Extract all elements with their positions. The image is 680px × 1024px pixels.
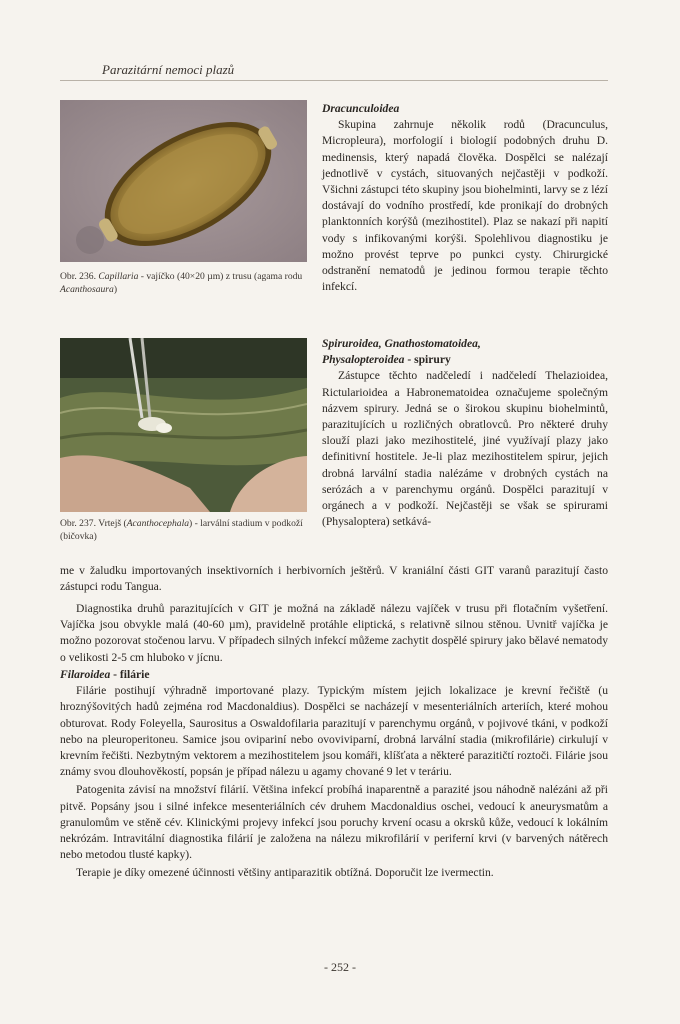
- capillaria-egg-photo: [60, 100, 307, 262]
- dracunculoidea-section: [322, 101, 608, 295]
- header-rule: [60, 80, 608, 81]
- page-number: - 252 -: [324, 960, 356, 974]
- filaroidea-paragraph-3: Terapie je díky omezené účinnosti většiny antiparazitik obtížná. Doporučit lze ivermectin.: [76, 866, 494, 880]
- figure-236-caption: Obr. 236. Capillaria - vajíčko (40×20 µm) z trusu (agama rodu Acanthosaura): [60, 271, 303, 295]
- filaroidea-heading: Filaroidea - filárie: [60, 668, 150, 681]
- filaroidea-paragraph-1: Filárie postihují výhradně importované plazy. Typickým místem jejich lokalizace je krevní řečiště (u hroznýšovitých hadů zejména rod Macdonaldius). Dospělci se nacházejí v mesenteriálních arteriích, které mohou obturovat. Rody Foleyella, Saurositus a Oswaldofilaria parazitují v parenchymu orgánů, v pojivové tkáni, v podkoží nebo na pleuroperitoneu. Samice jsou ovipariní nebo ovoviviparní, drobná larvální stadia (mikrofilárie) cirkulují v krevním řečišti. Nezbytným vektorem a mezihostitelem jsou komáři, klíšťata a některé parazitičtí roztoči. Filárie jsou známy svou dlouhověkostí, popsán je případ nálezu u agamy chované 9 let v teráriu.: [60, 684, 608, 779]
- diagnostics-text: Diagnostika druhů parazitujících v GIT je možná na základě nálezu vajíček v trusu při flotačním vyšetření. Vajíčka jsou obvykle malá (40-60 µm), pravidelně protáhle eliptická, s relativně silnou stěnou. Uvnitř vajíčka je možno pozorovat stočenou larvu. V případech silných infekcí můžeme zachytit dospělé spirury jako bělavé nematody o velikosti 2-5 cm hluboko v jícnu.: [60, 602, 608, 664]
- spiruroidea-text-cont: me v žaludku importovaných insektivorních i herbivorních ještěrů. V kraniální části GIT varanů parazitují často zástupci rodu Tangua.: [60, 564, 608, 594]
- spiruroidea-continuation: [60, 563, 608, 595]
- acanthocephala-photo: [60, 338, 307, 512]
- filaroidea-section: [60, 667, 608, 882]
- spiruroidea-heading-line2: Physalopteroidea - spirury: [322, 353, 451, 367]
- spiruroidea-text: Zástupce těchto nadčeledí i nadčeledí Thelazioidea, Rictularioidea a Habronematoidea označujeme společným názvem spirury. Jedná se o širokou skupinu biohelmintů, parazitujících u rozličných obratlovců. Pro některé druhy slouží plazi jako mezihostitelé, jiné využívají plazy jako definitivní hostitele. Je-li plaz mezihostitelem spirur, jejich drobná larvální stadia nalézáme v drobných cystách na serózách a v parenchymu orgánů. Dospělci parazitují v orgánech a v podkoží. Nejčastěji se však se spirurami (Physaloptera) setkává-: [322, 369, 608, 529]
- spiruroidea-section: [322, 336, 608, 530]
- dracunculoidea-heading: Dracunculoidea: [322, 102, 400, 115]
- figure-acanthocephala-larva: [60, 338, 307, 512]
- spiruroidea-heading-line1: Spiruroidea, Gnathostomatoidea,: [322, 337, 481, 350]
- running-head: Parazitární nemoci plazů: [102, 62, 235, 77]
- diagnostics-section: [60, 601, 608, 666]
- filaroidea-paragraph-2: Patogenita závisí na množství filárií. Většina infekcí probíhá inaparentně a parazité jsou náhodně nalézáni až při pitvě. Popsány jsou i silné infekce mesenteriálních cév druhem Macdonaldius oschei, vedoucí k aneurysmatům a granulomům ve stěně cév. Klinickými projevy infekcí jsou poruchy krvení ocasu a okrsků kůže, vedoucí k lokálním nekrózám. Intravitální diagnostika filárií je založena na nálezu mikrofilárií v periferní krvi (v barvených nátěrech nebo metodou tlusté kapky).: [60, 783, 608, 862]
- dracunculoidea-text: Skupina zahrnuje několik rodů (Dracunculus, Micropleura), morfologií i biologií podobných druhu D. medinensis, který napadá člověka. Dospělci se nalézají jednotlivě v cystách, situovaných nejčastěji v podkoží. Všichni zástupci této skupiny jsou biohelminti, larvy se z lézí dostávají do vodního prostředí, kde pronikají do drobných planktonních korýšů (mezihostitel). Plaz se nakazí při napití vody s infikovanými korýši. Spolehlivou diagnostiku je možno provést teprve po punkci cysty. Chirurgické odstranění nematodů je jedinou formou terapie těchto infekcí.: [322, 118, 608, 294]
- figure-237-caption: Obr. 237. Vrtejš (Acanthocephala) - larvální stadium v podkoží (bičovka): [60, 518, 303, 542]
- figure-capillaria-egg: [60, 100, 307, 262]
